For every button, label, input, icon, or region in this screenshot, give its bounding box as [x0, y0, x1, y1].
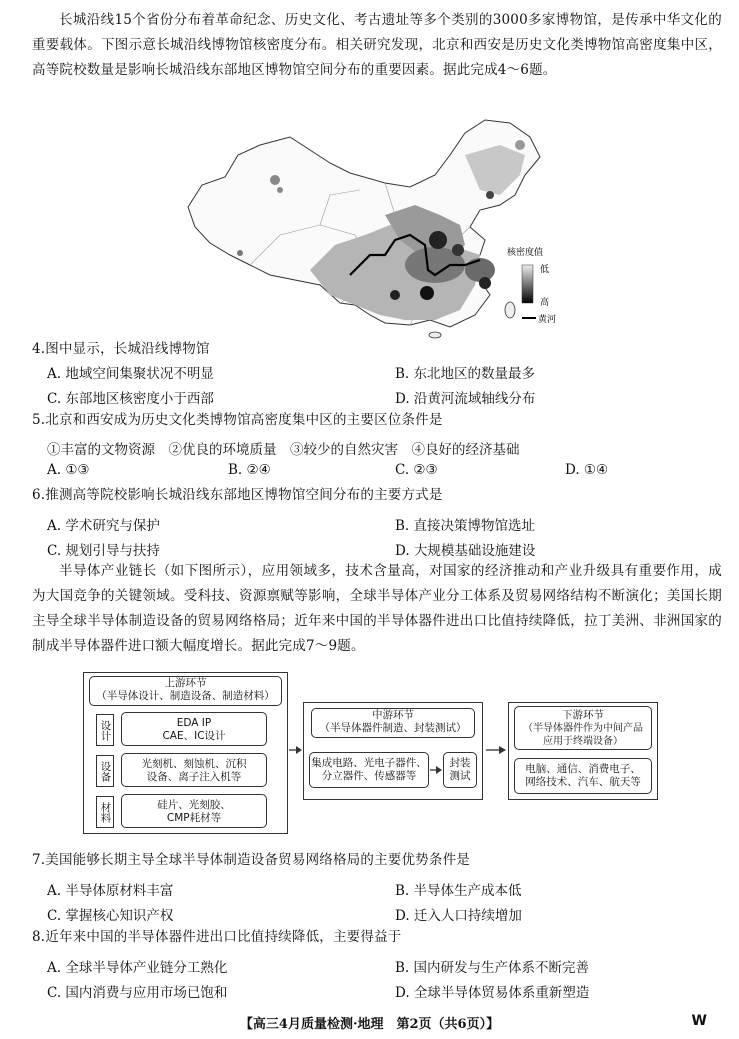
q4-option-d[interactable]: D. 沿黄河流域轴线分布 [395, 391, 536, 407]
equipment-text-2: 设备、离子注入机等 [146, 771, 242, 783]
upstream-title: 上游环节 [164, 677, 207, 689]
design-box [121, 712, 267, 746]
q8-option-b[interactable]: B. 国内研发与生产体系不断完善 [395, 960, 590, 976]
material-label: 材料 [96, 796, 114, 828]
downstream-products-box [514, 758, 652, 794]
q7-option-a[interactable]: A. 半导体原材料丰富 [47, 883, 174, 899]
q8-option-a[interactable]: A. 全球半导体产业链分工熟化 [47, 960, 228, 976]
downstream-text-1: 电脑、通信、消费电子、 [525, 763, 641, 775]
q6-option-a[interactable]: A. 学术研究与保护 [47, 518, 160, 534]
arrow-right-icon [485, 742, 507, 758]
midstream-products-box [309, 752, 429, 788]
intro-paragraph-1: 长城沿线15个省份分布着革命纪念、历史文化、考古遗址等多个类别的3000多家博物馆，是传承中华文化的重要载体。下图示意长城沿线博物馆核密度分布。相关研究发现，北京和西安是历史文化类博物馆高密度集中区，高等院校数量是影响长城沿线东部地区博物馆空间分布的重要因素。据此完成4～6题。 [32, 12, 722, 78]
q4-option-c[interactable]: C. 东部地区核密度小于西部 [47, 391, 214, 407]
downstream-subtitle-1: （半导体器件作为中间产品 [523, 723, 643, 734]
downstream-text-2: 网络技术、汽车、航天等 [525, 776, 641, 788]
downstream-subtitle-2: 应用于终端设备） [543, 736, 623, 747]
semiconductor-chain-diagram [83, 672, 658, 834]
q5-stem: 5.北京和西安成为历史文化类博物馆高密度集中区的主要区位条件是 [32, 412, 443, 428]
q4-stem: 4.图中显示，长城沿线博物馆 [32, 341, 210, 357]
midstream-title-box [311, 708, 475, 738]
footer-mark: W [691, 1013, 707, 1029]
legend-title: 核密度值 [506, 248, 544, 258]
q6-option-b[interactable]: B. 直接决策博物馆选址 [395, 518, 536, 534]
q4-option-a[interactable]: A. 地域空间集聚状况不明显 [47, 366, 214, 382]
packaging-text-1: 封装 [449, 757, 471, 769]
downstream-title-box [514, 706, 652, 750]
midstream-title: 中游环节 [372, 709, 414, 721]
q5-option-b[interactable]: B. ②④ [228, 462, 271, 478]
material-text-1: 硅片、光刻胶、 [157, 799, 231, 811]
equipment-text-1: 光刻机、刻蚀机、沉积 [141, 758, 247, 770]
legend-river: 黄河 [538, 315, 557, 325]
q6-option-c[interactable]: C. 规划引导与扶持 [47, 543, 160, 559]
packaging-box [443, 752, 477, 788]
equipment-box [121, 753, 267, 787]
q6-option-d[interactable]: D. 大规模基础设施建设 [395, 543, 536, 559]
q8-option-c[interactable]: C. 国内消费与应用市场已饱和 [47, 985, 228, 1001]
q4-option-b[interactable]: B. 东北地区的数量最多 [395, 366, 536, 382]
midstream-text-1: 集成电路、光电子器件、 [311, 757, 427, 769]
q8-stem: 8.近年来中国的半导体器件进出口比值持续降低，主要得益于 [32, 929, 402, 945]
q7-option-b[interactable]: B. 半导体生产成本低 [395, 883, 522, 899]
q8-option-d[interactable]: D. 全球半导体贸易体系重新塑造 [395, 985, 590, 1001]
legend-gradient-bar [522, 265, 533, 303]
q6-stem: 6.推测高等院校影响长城沿线东部地区博物馆空间分布的主要方式是 [32, 487, 443, 503]
midstream-subtitle: （半导体器件制造、封装测试） [319, 722, 467, 734]
design-text-2: CAE、IC设计 [162, 730, 226, 742]
legend-low: 低 [540, 265, 550, 275]
material-text-2: CMP耗材等 [166, 812, 222, 824]
material-box [121, 794, 267, 828]
downstream-title: 下游环节 [562, 709, 604, 721]
upstream-title-box [89, 676, 282, 706]
design-label: 设计 [96, 714, 114, 746]
q5-option-d[interactable]: D. ①④ [565, 462, 609, 478]
museum-density-map [180, 115, 560, 340]
legend-high: 高 [540, 298, 550, 308]
midstream-text-2: 分立器件、传感器等 [321, 770, 417, 782]
q5-option-c[interactable]: C. ②③ [395, 462, 438, 478]
q5-items: ①丰富的文物资源 ②优良的环境质量 ③较少的自然灾害 ④良好的经济基础 [47, 442, 520, 458]
q7-option-c[interactable]: C. 掌握核心知识产权 [47, 908, 174, 924]
equipment-label: 设备 [96, 755, 114, 787]
q5-option-a[interactable]: A. ①③ [47, 462, 90, 478]
arrow-right-icon [429, 762, 443, 778]
upstream-subtitle: （半导体设计、制造设备、制造材料） [96, 690, 275, 702]
intro-paragraph-2: 半导体产业链长（如下图所示），应用领域多，技术含量高，对国家的经济推动和产业升级具有重要作用，成为大国竞争的关键领域。受科技、资源禀赋等影响，全球半导体产业分工体系及贸易网络结构不断演化；美国长期主导全球半导体制造设备的贸易网络格局；近年来中国的半导体器件进出口比值持续降低，拉丁美洲、非洲国家的制成半导体器件进口额大幅度增长。据此完成7～9题。 [32, 563, 722, 654]
page-footer: 【高三4月质量检测·地理 第2页（共6页）】 [239, 1017, 500, 1032]
packaging-text-2: 测试 [449, 770, 471, 782]
q7-stem: 7.美国能够长期主导全球半导体制造设备贸易网络格局的主要优势条件是 [32, 852, 470, 868]
arrow-right-icon [288, 742, 303, 758]
design-text-1: EDA IP [176, 717, 212, 729]
q7-option-d[interactable]: D. 迁入人口持续增加 [395, 908, 522, 924]
